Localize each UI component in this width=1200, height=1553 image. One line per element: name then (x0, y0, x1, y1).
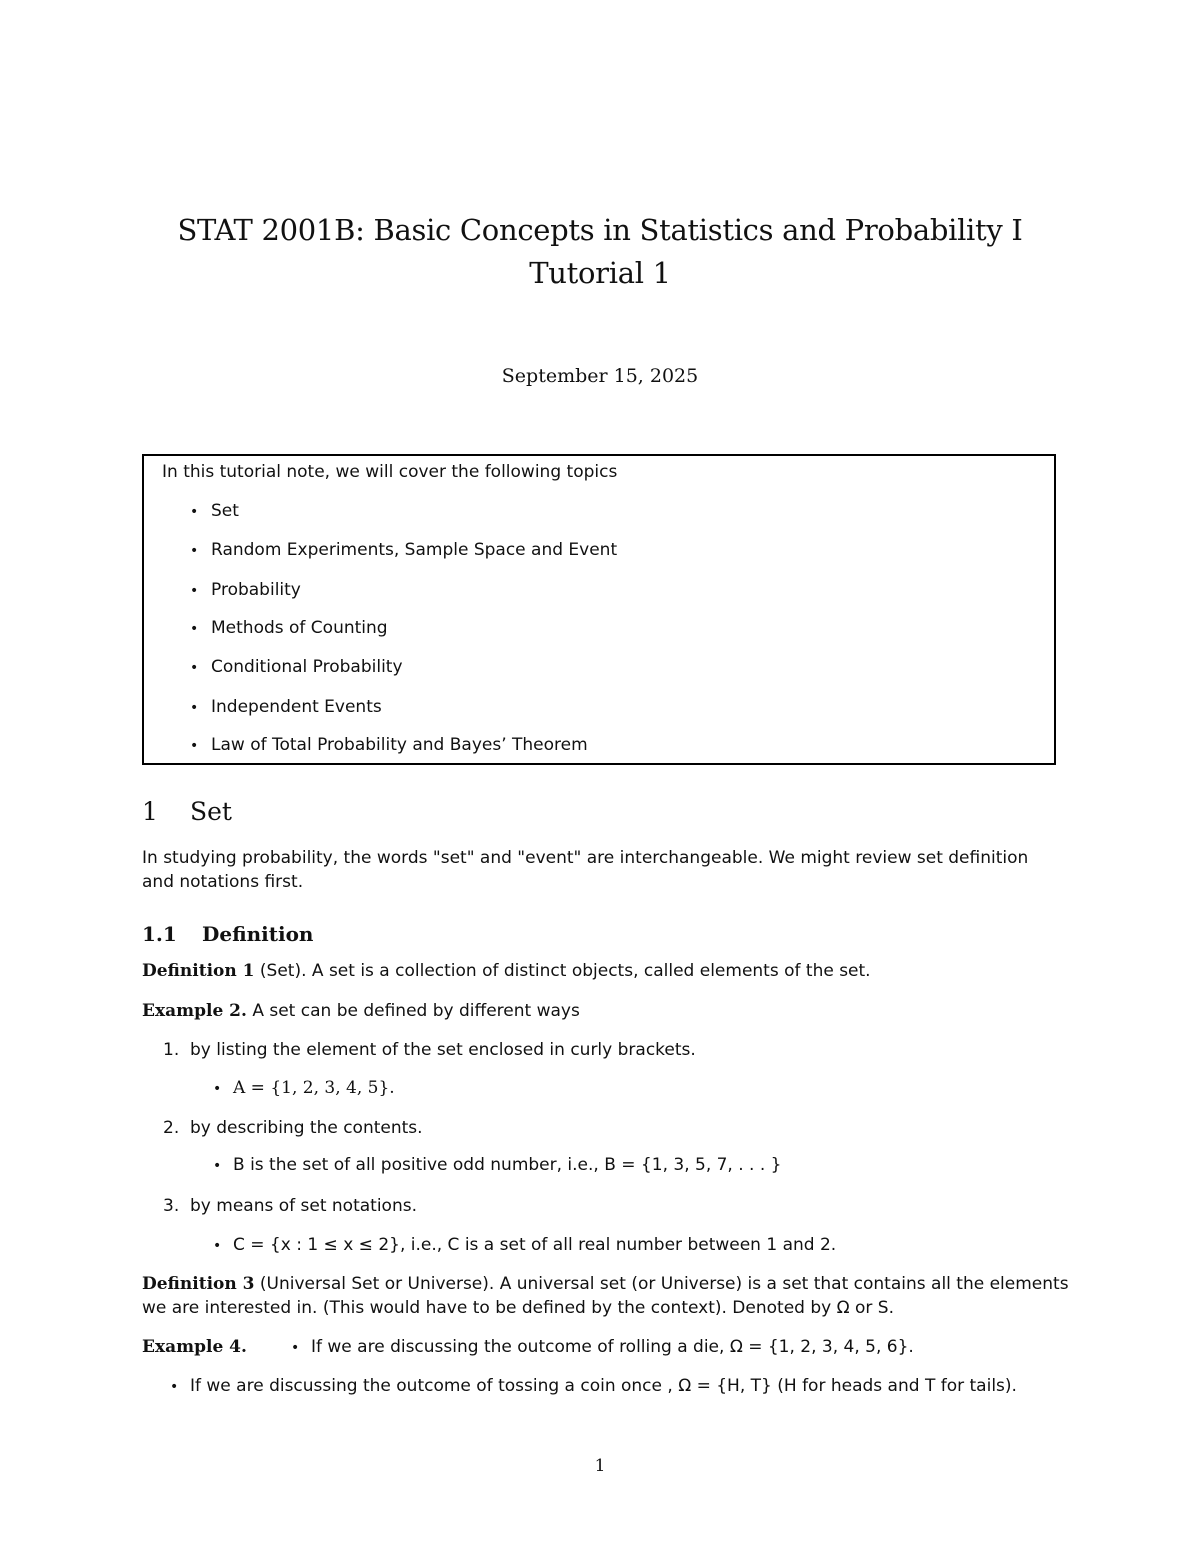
bullet-icon: • (190, 543, 199, 559)
definition-text: A set is a collection of distinct objects, called elements of the set. (311, 961, 871, 981)
bullet-icon: • (213, 1081, 222, 1097)
bullet-icon: • (190, 738, 199, 754)
definition-text: A universal set (or Universe) is a set that contains all the elements (499, 1274, 1069, 1294)
definition-name: (Universal Set or Universe). (259, 1274, 495, 1294)
bullet-icon: • (190, 504, 199, 520)
definition-text-line2: we are interested in. (This would have to be defined by the context). Denoted by Ω or S. (142, 1298, 894, 1318)
bullet-icon: • (213, 1158, 222, 1174)
definition-3 (142, 1274, 1069, 1294)
document-date: September 15, 2025 (501, 365, 699, 387)
definition-name: (Set). (259, 961, 307, 981)
list-item-bullet: A = {1, 2, 3, 4, 5}. (233, 1078, 395, 1098)
topics-box (142, 454, 1056, 765)
example-label: Example 2. (142, 1001, 247, 1021)
section-intro-line1: In studying probability, the words "set" and "event" are interchangeable. We might review set definition (142, 848, 1029, 868)
list-item-text: by describing the contents. (190, 1118, 423, 1138)
subsection-title: Definition (202, 922, 314, 946)
definition-1 (142, 961, 871, 981)
example-text: A set can be defined by different ways (252, 1001, 580, 1021)
bullet-icon: • (190, 660, 199, 676)
bullet-icon: • (190, 583, 199, 599)
bullet-icon: • (213, 1238, 222, 1254)
section-number: 1 (142, 797, 158, 826)
document-title-line2: Tutorial 1 (529, 256, 671, 290)
document-title-line1: STAT 2001B: Basic Concepts in Statistics and Probability I (177, 213, 1023, 247)
topic-item: Probability (211, 580, 301, 600)
list-number: 1. (163, 1040, 180, 1060)
example-bullet: If we are discussing the outcome of tossing a coin once , Ω = {H, T} (H for heads and T for tails). (190, 1376, 1017, 1396)
section-intro-line2: and notations first. (142, 872, 304, 892)
list-number: 2. (163, 1118, 180, 1138)
definition-label: Definition 3 (142, 1274, 255, 1294)
example-2 (142, 1001, 580, 1021)
example-label: Example 4. (142, 1337, 247, 1357)
bullet-icon: • (190, 700, 199, 716)
list-item-text: by listing the element of the set enclosed in curly brackets. (190, 1040, 696, 1060)
topic-item: Set (211, 501, 239, 521)
list-item-bullet: C = {x : 1 ≤ x ≤ 2}, i.e., C is a set of all real number between 1 and 2. (233, 1235, 837, 1255)
topic-item: Independent Events (211, 697, 382, 717)
definition-label: Definition 1 (142, 961, 255, 981)
topics-intro: In this tutorial note, we will cover the following topics (162, 462, 618, 482)
subsection-number: 1.1 (142, 922, 177, 946)
topic-item: Law of Total Probability and Bayes’ Theorem (211, 735, 588, 755)
topic-item: Methods of Counting (211, 618, 388, 638)
example-bullet: If we are discussing the outcome of rolling a die, Ω = {1, 2, 3, 4, 5, 6}. (311, 1337, 914, 1357)
topic-item: Random Experiments, Sample Space and Event (211, 540, 618, 560)
list-item-text: by means of set notations. (190, 1196, 417, 1216)
section-title: Set (190, 797, 232, 826)
bullet-icon: • (190, 621, 199, 637)
bullet-icon: • (170, 1379, 179, 1395)
topic-item: Conditional Probability (211, 657, 403, 677)
bullet-icon: • (291, 1340, 300, 1356)
page-number: 1 (594, 1456, 606, 1476)
list-number: 3. (163, 1196, 180, 1216)
list-item-bullet: B is the set of all positive odd number, i.e., B = {1, 3, 5, 7, . . . } (233, 1155, 782, 1175)
